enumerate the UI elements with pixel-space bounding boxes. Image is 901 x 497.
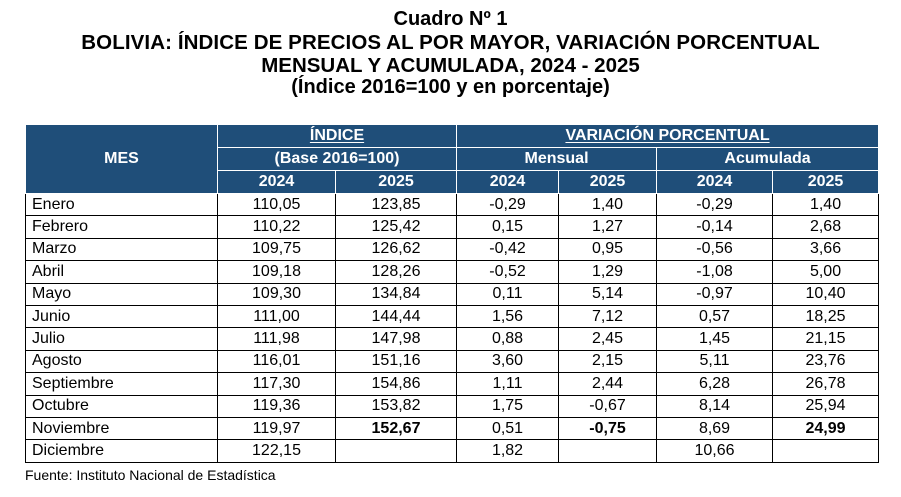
cell-mensual-2024: 0,88 <box>457 328 559 350</box>
table-row <box>26 216 879 238</box>
cell-mensual-2025: 2,15 <box>559 350 657 372</box>
cell-mensual-2024: -0,42 <box>457 238 559 260</box>
cell-acumulada-2024: -0,97 <box>657 283 773 305</box>
cell-indice-2024: 119,97 <box>218 417 336 439</box>
cell-indice-2024: 109,75 <box>218 238 336 260</box>
cell-mes: Octubre <box>26 395 218 417</box>
cell-mensual-2025: 2,44 <box>559 373 657 395</box>
header-indice: ÍNDICE <box>218 125 457 148</box>
cell-indice-2024: 109,18 <box>218 261 336 283</box>
cell-acumulada-2024: -0,14 <box>657 216 773 238</box>
cell-mes: Septiembre <box>26 373 218 395</box>
cell-acumulada-2025: 25,94 <box>773 395 879 417</box>
header-year: 2024 <box>657 171 773 194</box>
cell-mensual-2025: 1,27 <box>559 216 657 238</box>
cell-mensual-2025: 7,12 <box>559 305 657 327</box>
cell-acumulada-2025: 5,00 <box>773 261 879 283</box>
cell-acumulada-2024: 0,57 <box>657 305 773 327</box>
source-note: Fuente: Instituto Nacional de Estadística <box>25 467 276 483</box>
cell-acumulada-2025: 3,66 <box>773 238 879 260</box>
header-mes: MES <box>26 125 218 194</box>
cell-mensual-2024: 1,11 <box>457 373 559 395</box>
cell-mensual-2025: 5,14 <box>559 283 657 305</box>
cell-mes: Marzo <box>26 238 218 260</box>
cell-mensual-2024: -0,29 <box>457 194 559 216</box>
cell-indice-2025: 126,62 <box>336 238 457 260</box>
cell-acumulada-2024: -0,29 <box>657 194 773 216</box>
cell-acumulada-2025: 26,78 <box>773 373 879 395</box>
table-row <box>26 350 879 372</box>
cell-mes: Julio <box>26 328 218 350</box>
table-row <box>26 305 879 327</box>
cell-mes: Enero <box>26 194 218 216</box>
cell-acumulada-2024: 5,11 <box>657 350 773 372</box>
table-subtitle: MENSUAL Y ACUMULADA, 2024 - 2025 <box>261 54 640 77</box>
header-mensual: Mensual <box>457 148 657 171</box>
cell-acumulada-2024: -0,56 <box>657 238 773 260</box>
cell-indice-2024: 109,30 <box>218 283 336 305</box>
cell-mensual-2025: 0,95 <box>559 238 657 260</box>
cell-acumulada-2025: 2,68 <box>773 216 879 238</box>
cell-mes: Mayo <box>26 283 218 305</box>
header-variacion: VARIACIÓN PORCENTUAL <box>457 125 879 148</box>
table-title: BOLIVIA: ÍNDICE DE PRECIOS AL POR MAYOR, VARIACIÓN PORCENTUAL <box>81 31 820 54</box>
cell-indice-2024: 116,01 <box>218 350 336 372</box>
table-row <box>26 395 879 417</box>
table-row <box>26 328 879 350</box>
cell-mensual-2025: 1,29 <box>559 261 657 283</box>
cell-acumulada-2025 <box>773 440 879 462</box>
cell-acumulada-2025: 18,25 <box>773 305 879 327</box>
cell-indice-2024: 111,00 <box>218 305 336 327</box>
header-base: (Base 2016=100) <box>218 148 457 171</box>
cell-indice-2025: 153,82 <box>336 395 457 417</box>
cell-indice-2025: 128,26 <box>336 261 457 283</box>
cell-acumulada-2024: -1,08 <box>657 261 773 283</box>
cell-indice-2025: 147,98 <box>336 328 457 350</box>
cell-mensual-2025: -0,75 <box>559 417 657 439</box>
cell-mes: Agosto <box>26 350 218 372</box>
cell-mensual-2024: -0,52 <box>457 261 559 283</box>
cell-acumulada-2024: 10,66 <box>657 440 773 462</box>
cell-mensual-2024: 3,60 <box>457 350 559 372</box>
price-index-table <box>25 124 879 463</box>
cell-mensual-2025: 2,45 <box>559 328 657 350</box>
cell-mensual-2024: 0,15 <box>457 216 559 238</box>
table-number: Cuadro Nº 1 <box>393 8 508 30</box>
cell-mensual-2024: 1,56 <box>457 305 559 327</box>
cell-acumulada-2024: 6,28 <box>657 373 773 395</box>
cell-mensual-2024: 1,75 <box>457 395 559 417</box>
cell-mensual-2025: 1,40 <box>559 194 657 216</box>
cell-acumulada-2024: 1,45 <box>657 328 773 350</box>
cell-indice-2025: 134,84 <box>336 283 457 305</box>
cell-indice-2024: 119,36 <box>218 395 336 417</box>
table-row <box>26 261 879 283</box>
cell-mes: Noviembre <box>26 417 218 439</box>
table-units: (Índice 2016=100 y en porcentaje) <box>291 76 610 98</box>
cell-mes: Febrero <box>26 216 218 238</box>
cell-acumulada-2025: 23,76 <box>773 350 879 372</box>
cell-acumulada-2024: 8,69 <box>657 417 773 439</box>
cell-indice-2024: 111,98 <box>218 328 336 350</box>
cell-acumulada-2025: 10,40 <box>773 283 879 305</box>
header-year: 2025 <box>559 171 657 194</box>
cell-acumulada-2025: 1,40 <box>773 194 879 216</box>
cell-indice-2025: 123,85 <box>336 194 457 216</box>
header-year: 2025 <box>773 171 879 194</box>
table-row <box>26 373 879 395</box>
cell-mes: Abril <box>26 261 218 283</box>
table-row <box>26 417 879 439</box>
header-acumulada: Acumulada <box>657 148 879 171</box>
cell-mes: Junio <box>26 305 218 327</box>
cell-indice-2025: 125,42 <box>336 216 457 238</box>
header-year: 2025 <box>336 171 457 194</box>
table-row <box>26 283 879 305</box>
cell-mes: Diciembre <box>26 440 218 462</box>
table-row <box>26 194 879 216</box>
cell-indice-2025 <box>336 440 457 462</box>
cell-acumulada-2025: 21,15 <box>773 328 879 350</box>
cell-indice-2024: 117,30 <box>218 373 336 395</box>
cell-indice-2024: 110,05 <box>218 194 336 216</box>
cell-indice-2024: 122,15 <box>218 440 336 462</box>
cell-indice-2024: 110,22 <box>218 216 336 238</box>
cell-mensual-2024: 1,82 <box>457 440 559 462</box>
cell-acumulada-2024: 8,14 <box>657 395 773 417</box>
cell-indice-2025: 144,44 <box>336 305 457 327</box>
cell-indice-2025: 152,67 <box>336 417 457 439</box>
cell-acumulada-2025: 24,99 <box>773 417 879 439</box>
cell-indice-2025: 154,86 <box>336 373 457 395</box>
cell-mensual-2025 <box>559 440 657 462</box>
header-year: 2024 <box>457 171 559 194</box>
cell-mensual-2024: 0,51 <box>457 417 559 439</box>
table-row <box>26 440 879 462</box>
cell-indice-2025: 151,16 <box>336 350 457 372</box>
table-title-block <box>0 8 901 97</box>
cell-mensual-2024: 0,11 <box>457 283 559 305</box>
cell-mensual-2025: -0,67 <box>559 395 657 417</box>
table-row <box>26 238 879 260</box>
header-year: 2024 <box>218 171 336 194</box>
